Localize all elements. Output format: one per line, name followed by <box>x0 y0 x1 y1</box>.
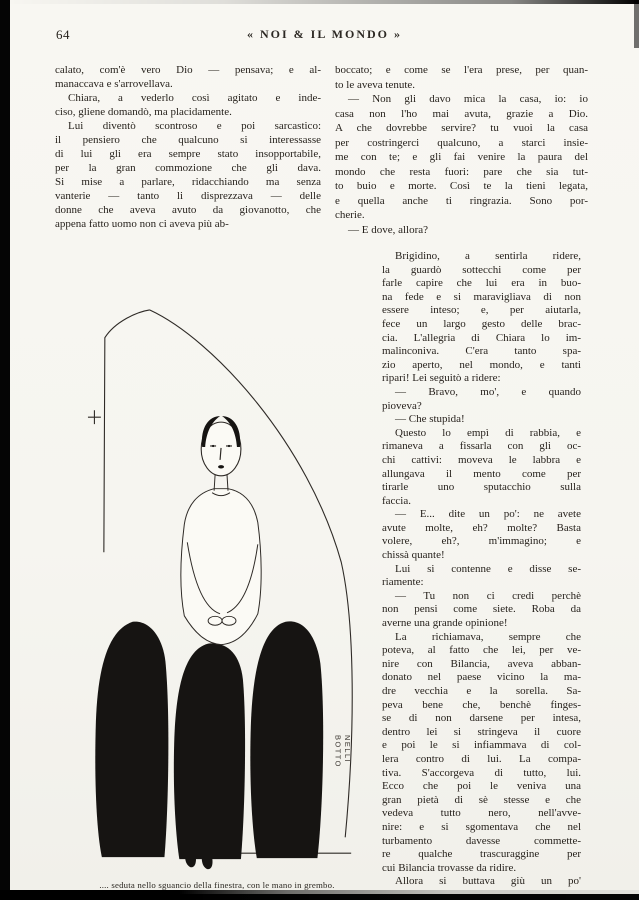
text-line: Lui si contenne e disse se- <box>395 562 581 575</box>
right-column-text-wrap <box>382 250 581 889</box>
left-eye <box>212 445 214 447</box>
text-line: Allora si buttava giù un po' <box>395 875 581 888</box>
scan-artifact-bottom <box>0 890 639 900</box>
text-line: gran pietà di sè stesse e che <box>382 793 581 806</box>
text-line: la guardò sottecchi come per <box>382 263 581 276</box>
text-line: di lui gli era sempre stato insopportabile, <box>55 148 321 160</box>
text-line: per la gran commozione che gli dava. <box>55 162 321 174</box>
scan-artifact-top <box>0 0 639 4</box>
text-line: averne una grande opinione! <box>382 617 508 630</box>
text-line: peva bene che, benchè finges- <box>382 698 581 711</box>
illustration-figure <box>83 296 375 882</box>
text-line: e poi le si infiammava di col- <box>382 739 581 752</box>
text-line: lera contro di lui. La compa- <box>382 752 581 765</box>
text-line: Si mise a parlare, ridacchiando ma senza <box>55 176 321 188</box>
text-line: Lui diventò scontroso e poi sarcastico: <box>68 120 321 132</box>
text-line: — Che stupida! <box>395 413 465 426</box>
left-column-text <box>55 63 321 231</box>
text-line: faccia. <box>382 494 411 507</box>
right-column-text-top <box>335 63 588 237</box>
text-line: dre vecchia e la sorella. Sa- <box>382 685 581 697</box>
text-line: nire con Bilancia, aveva abban- <box>382 657 581 670</box>
illustration <box>83 296 375 882</box>
text-line: rimaneva a fissarla con gli oc- <box>382 440 581 453</box>
page-number: 64 <box>56 27 70 42</box>
text-line: re qualche trascuraggine per <box>382 848 581 861</box>
text-line: chi cattivi: moveva le labbra e <box>382 453 581 466</box>
text-line: mondo che resta fuori: pare che sia tut- <box>335 165 588 178</box>
text-line: per costringerci qualcuno, a starci insie- <box>335 136 588 149</box>
text-line: cui Bilancia trovasse da ridire. <box>382 861 517 874</box>
text-line: il pensiero che qualcuno si interessasse <box>55 134 321 146</box>
arch-left-line <box>104 310 150 552</box>
text-line: farle capire che lui era in buo- <box>382 277 581 290</box>
text-line: nire: e si sgomentava che nel <box>382 820 581 833</box>
text-line: — Bravo, mo', e quando <box>395 385 581 398</box>
text-line: La richiamava, sempre che <box>395 630 581 643</box>
text-line: non pensi come siete. Roba da <box>382 603 581 616</box>
text-line: calato, com'è vero Dio — pensava; e al- <box>55 64 321 76</box>
text-line: e quella anche ti ringrazia. Sono por- <box>335 194 588 207</box>
text-line: — Non gli davo mica la casa, io: io <box>348 93 588 105</box>
text-line: zio aperto, nel mondo, e tanti <box>382 358 581 371</box>
journal-title: « NOI & IL MONDO » <box>246 27 402 41</box>
text-line: riamente: <box>382 576 424 589</box>
text-line: to buio e morte. Così te la tieni legata, <box>335 180 588 192</box>
text-line: vedeva tutto nero, nell'avve- <box>382 807 581 820</box>
text-line: volere, eh?, m'immagino; e <box>382 535 581 548</box>
text-line: boccato; e come se l'era prese, per quan- <box>335 64 588 76</box>
text-line: donne che aveva avuto da giovanotto, che <box>55 204 321 216</box>
text-line: pioveva? <box>382 399 422 412</box>
text-line: — Tu non ci credi perchè <box>395 589 581 602</box>
skirt <box>95 621 323 859</box>
text-line: vanterie — tanto li disprezzava — delle <box>55 190 321 202</box>
artist-signature-line2: NELLI <box>343 735 353 764</box>
cross-mark <box>88 410 101 424</box>
text-line: tirarle uno sputacchio sulla <box>382 481 581 494</box>
text-line: cia. L'allegria di Chiara lo im- <box>382 331 581 344</box>
artist-signature <box>333 735 352 768</box>
text-line: Questo lo empì di rabbia, e <box>395 426 581 439</box>
text-line: turbamento davesse commette- <box>382 834 581 847</box>
text-line: A che dovrebbe servire? tu vuoi la casa <box>335 122 588 134</box>
page-surface <box>10 0 639 894</box>
text-line: to le aveva tenute. <box>335 78 416 91</box>
seated-woman <box>95 416 323 869</box>
text-line: — E... dite un po': ne avete <box>395 508 581 521</box>
text-line: ciso, gliene domandò, ma placidamente. <box>55 106 232 118</box>
text-line: casa non l'ho mai avuta, grazie a Dio. <box>335 107 588 120</box>
text-line: se di non darsene per intesa, <box>382 712 581 725</box>
text-line: dentro lei si stringeva il cuore <box>382 725 581 738</box>
text-line: me con te; e gli fai venire la paura del <box>335 151 588 163</box>
text-line: allungava il mento come per <box>382 467 581 480</box>
text-line: manaccava e s'arrovellava. <box>55 78 173 90</box>
mouth <box>218 465 224 468</box>
text-line: Brigidino, a sentirla ridere, <box>395 250 581 262</box>
text-line: chissà quante! <box>382 549 445 562</box>
text-line: na fede e si maravigliava di non <box>382 290 581 303</box>
text-line: tiva. S'accorgeva di tutto, lui. <box>382 766 581 779</box>
text-line: cherie. <box>335 209 365 221</box>
artist-signature-line1: BOTTO <box>333 735 343 768</box>
text-line: avute molte, eh? molte? Basta <box>382 521 581 534</box>
text-line: — E dove, allora? <box>348 223 429 236</box>
text-line: fece un largo gesto delle brac- <box>382 317 581 330</box>
illustration-caption: .... seduta nello sguancio della finestra, con le mano in grembo. <box>99 880 335 890</box>
text-line: Chiara, a vederlo così agitato e inde- <box>68 92 321 104</box>
text-line: poteva, al fatto che lei, per ve- <box>382 644 581 657</box>
text-line: donato nel paese vicino la ma- <box>382 671 581 684</box>
text-line: Ecco che poi le veniva una <box>382 780 581 793</box>
text-line: essere inteso; e, per aiutarla, <box>382 304 581 317</box>
text-line: ripari! Lei seguitò a ridere: <box>382 372 501 385</box>
scan-artifact-right <box>634 0 639 48</box>
text-line: malinconiva. C'era tanto spa- <box>382 345 581 358</box>
text-line: appena fatto uomo non ci aveva più ab- <box>55 218 229 230</box>
right-eye <box>228 445 230 447</box>
